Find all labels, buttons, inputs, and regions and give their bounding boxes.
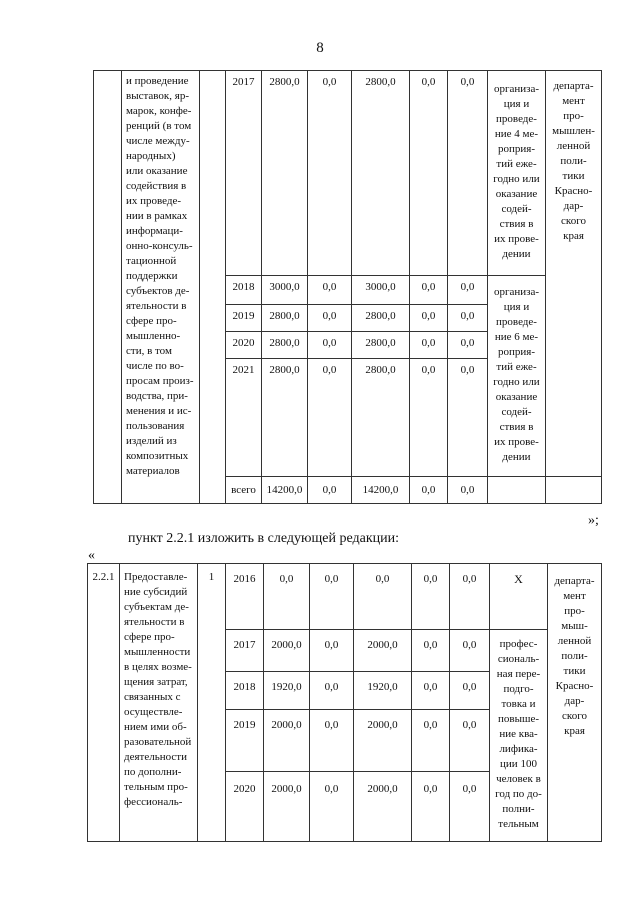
local-cell: 0,0 xyxy=(412,772,450,842)
result-text: организа- ция и проведе- ние 6 ме- роприя- тий еже- годно или оказание содей- ствия в их прове- дении xyxy=(493,286,540,463)
extra-cell: 0,0 xyxy=(448,359,488,477)
activity-name-cell xyxy=(120,564,198,842)
year-cell: 2016 xyxy=(226,564,264,630)
total-cell: 1920,0 xyxy=(264,672,310,710)
local-cell: 0,0 xyxy=(410,332,448,359)
extra-cell: 0,0 xyxy=(450,564,490,630)
year-cell: 2021 xyxy=(226,359,262,477)
status-cell: 1 xyxy=(198,564,226,842)
extra-cell: 0,0 xyxy=(450,772,490,842)
extra-cell: 0,0 xyxy=(450,672,490,710)
item-number-cell xyxy=(94,71,122,504)
extra-cell: 0,0 xyxy=(448,305,488,332)
program-table-continued xyxy=(93,70,602,504)
table-row xyxy=(94,71,602,276)
federal-cell: 0,0 xyxy=(308,359,352,477)
year-cell: 2017 xyxy=(226,71,262,276)
federal-cell: 0,0 xyxy=(310,672,354,710)
local-cell: 0,0 xyxy=(410,477,448,504)
year-cell: 2018 xyxy=(226,276,262,305)
executor-cell xyxy=(546,477,602,504)
federal-cell: 0,0 xyxy=(308,477,352,504)
local-cell: 0,0 xyxy=(410,305,448,332)
federal-cell: 0,0 xyxy=(310,630,354,672)
extra-cell: 0,0 xyxy=(448,71,488,276)
executor-cell xyxy=(548,564,602,842)
krai-cell: 1920,0 xyxy=(354,672,412,710)
result-cell xyxy=(488,276,546,477)
total-cell: 3000,0 xyxy=(262,276,308,305)
result-text: профес- сиональ- ная пере- подго- товка и повыше- ние ква- лифика- ции 100 человек в год по до- полни- тельным xyxy=(495,638,542,830)
federal-cell: 0,0 xyxy=(308,332,352,359)
executor-cell xyxy=(546,71,602,477)
result-cell xyxy=(490,630,548,842)
executor-text: департа- мент про- мыш- ленной поли- тики Красно- дар- ского края xyxy=(554,575,595,737)
total-cell: 2800,0 xyxy=(262,305,308,332)
year-cell: 2019 xyxy=(226,305,262,332)
krai-cell: 2000,0 xyxy=(354,710,412,772)
activity-name-cell xyxy=(122,71,200,504)
closing-quote: »; xyxy=(588,513,599,528)
local-cell: 0,0 xyxy=(412,710,450,772)
total-cell: 2000,0 xyxy=(264,710,310,772)
total-cell: 2000,0 xyxy=(264,772,310,842)
krai-cell: 0,0 xyxy=(354,564,412,630)
result-text: организа- ция и проведе- ние 4 ме- роприя- тий еже- годно или оказание содей- ствия в их прове- дении xyxy=(493,83,540,260)
local-cell: 0,0 xyxy=(412,630,450,672)
total-cell: 2800,0 xyxy=(262,359,308,477)
local-cell: 0,0 xyxy=(410,359,448,477)
total-cell: 2800,0 xyxy=(262,332,308,359)
year-cell: 2018 xyxy=(226,672,264,710)
opening-quote: « xyxy=(88,548,95,563)
krai-cell: 2800,0 xyxy=(352,359,410,477)
year-cell: всего xyxy=(226,477,262,504)
result-cell xyxy=(488,477,546,504)
total-cell: 2800,0 xyxy=(262,71,308,276)
krai-cell: 2800,0 xyxy=(352,71,410,276)
extra-cell: 0,0 xyxy=(448,477,488,504)
year-cell: 2017 xyxy=(226,630,264,672)
local-cell: 0,0 xyxy=(410,71,448,276)
amendment-instruction: пункт 2.2.1 изложить в следующей редакции: xyxy=(128,531,399,546)
krai-cell: 14200,0 xyxy=(352,477,410,504)
year-cell: 2020 xyxy=(226,332,262,359)
krai-cell: 2000,0 xyxy=(354,772,412,842)
year-cell: 2020 xyxy=(226,772,264,842)
local-cell: 0,0 xyxy=(412,672,450,710)
program-table-new-item xyxy=(87,563,602,842)
activity-name: Предоставле- ние субсидий субъектам де- ятельности в сфере про- мышленности в целях возме- щения затрат, связанных с осуществле- нием ими об- разовательной деятельности по дополни- тельным про- фессиональ- xyxy=(124,571,192,808)
total-cell: 0,0 xyxy=(264,564,310,630)
extra-cell: 0,0 xyxy=(448,332,488,359)
krai-cell: 2800,0 xyxy=(352,305,410,332)
krai-cell: 2000,0 xyxy=(354,630,412,672)
total-cell: 14200,0 xyxy=(262,477,308,504)
federal-cell: 0,0 xyxy=(308,276,352,305)
krai-cell: 3000,0 xyxy=(352,276,410,305)
extra-cell: 0,0 xyxy=(448,276,488,305)
federal-cell: 0,0 xyxy=(310,564,354,630)
extra-cell: 0,0 xyxy=(450,710,490,772)
page-number: 8 xyxy=(316,40,324,56)
total-cell: 2000,0 xyxy=(264,630,310,672)
local-cell: 0,0 xyxy=(412,564,450,630)
year-cell: 2019 xyxy=(226,710,264,772)
table-row xyxy=(88,564,602,630)
extra-cell: 0,0 xyxy=(450,630,490,672)
status-cell xyxy=(200,71,226,504)
item-number-cell: 2.2.1 xyxy=(88,564,120,842)
activity-name: и проведение выставок, яр- марок, конфе- ренций (в том числе между- народных) или оказание содействия в их проведе- нии в рамках информаци- онно-консуль- тационной поддержки субъектов де- ятельности в сфере про- мышленно- сти, в том числе по во- просам произ- водства, при- менения и ис- пользования изделий из композитных материалов xyxy=(126,75,194,477)
executor-text: департа- мент про- мышлен- ленной поли- тики Красно- дар- ского края xyxy=(552,80,595,242)
federal-cell: 0,0 xyxy=(310,710,354,772)
result-cell xyxy=(488,71,546,276)
local-cell: 0,0 xyxy=(410,276,448,305)
krai-cell: 2800,0 xyxy=(352,332,410,359)
federal-cell: 0,0 xyxy=(308,71,352,276)
federal-cell: 0,0 xyxy=(308,305,352,332)
federal-cell: 0,0 xyxy=(310,772,354,842)
result-cell: Х xyxy=(490,564,548,630)
